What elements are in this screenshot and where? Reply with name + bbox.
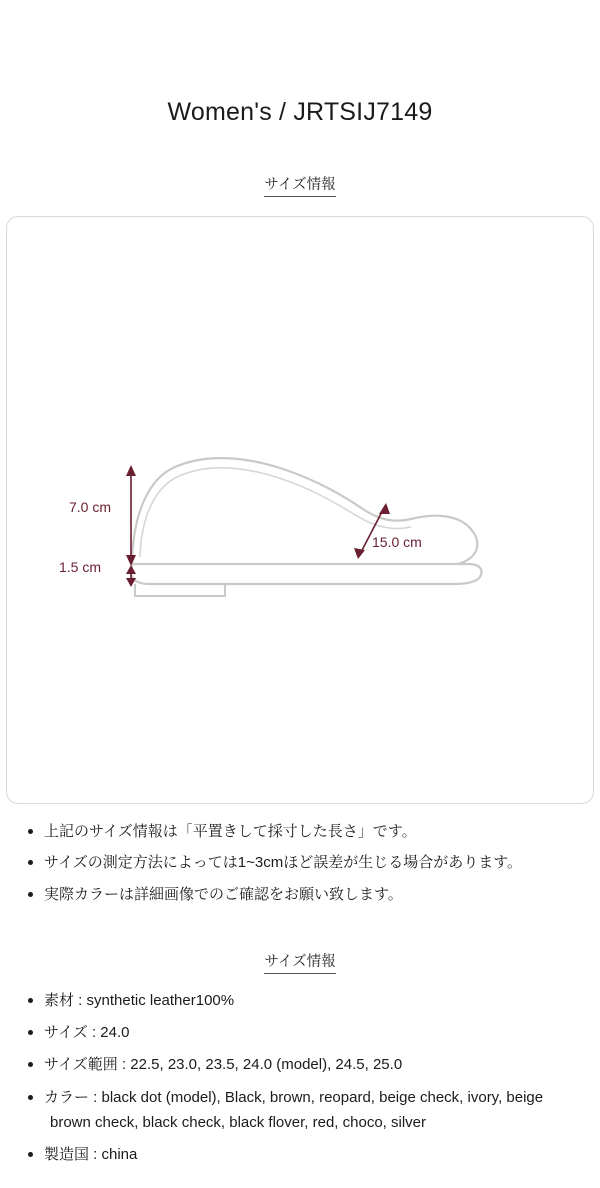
- list-item: サイズの測定方法によっては1~3cmほど誤差が生じる場合があります。: [26, 851, 586, 874]
- height-dimension-label: 7.0 cm: [69, 499, 112, 515]
- size-diagram-container: [6, 216, 594, 804]
- product-info-heading: [0, 950, 600, 971]
- length-dimension-label: 15.0 cm: [372, 534, 422, 550]
- length-arrow-top: [379, 503, 390, 514]
- color-line-2: brown check, black check, black flover, red, choco, silver: [50, 1113, 426, 1131]
- shoe-heel-tab-path: [135, 584, 225, 596]
- page-title: Women's / JRTSIJ7149: [167, 98, 433, 126]
- list-item: 素材 : synthetic leather100%: [26, 989, 596, 1012]
- list-item: 製造国 : china: [26, 1143, 596, 1166]
- list-item: 上記のサイズ情報は「平置きして採寸した長さ」です。: [26, 820, 586, 843]
- list-item: 実際カラーは詳細画像でのご確認をお願い致します。: [26, 883, 586, 906]
- product-spec-list: [0, 989, 600, 1167]
- size-info-heading: [0, 173, 600, 194]
- sole-dimension-label: 1.5 cm: [59, 559, 102, 575]
- size-notes-list: [0, 820, 600, 906]
- color-line-1: カラー : black dot (model), Black, brown, reopard, beige check, ivory, beige: [44, 1088, 544, 1106]
- size-info-heading-text: サイズ情報: [264, 177, 335, 197]
- shoe-diagram: [7, 217, 593, 803]
- list-item: サイズ範囲 : 22.5, 23.0, 23.5, 24.0 (model), 24.5, 25.0: [26, 1053, 596, 1076]
- height-arrow-top: [126, 465, 136, 476]
- product-info-heading-text: サイズ情報: [264, 954, 335, 974]
- list-item: サイズ : 24.0: [26, 1021, 596, 1044]
- list-item-color: [26, 1086, 596, 1135]
- shoe-sole-path: [131, 564, 482, 584]
